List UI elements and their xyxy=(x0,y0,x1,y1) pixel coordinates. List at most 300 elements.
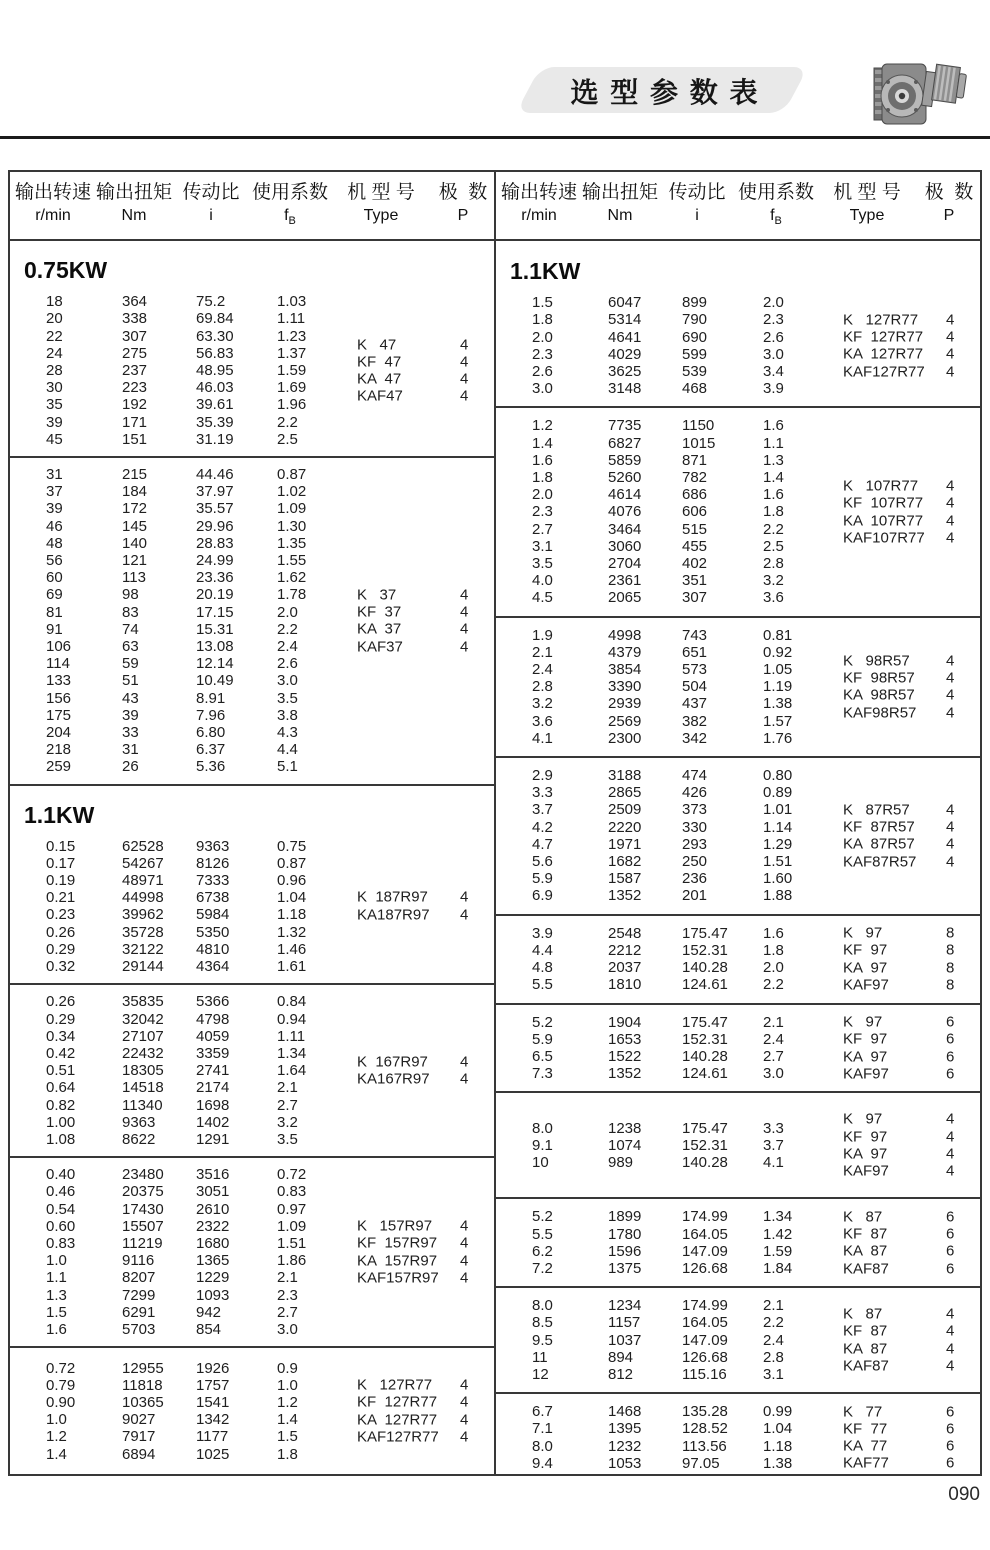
table-row xyxy=(496,555,980,572)
table-header-left xyxy=(10,172,496,239)
torque-cell: 59 xyxy=(122,655,139,673)
torque-cell: 3390 xyxy=(608,678,642,696)
ratio-cell: 686 xyxy=(682,486,708,504)
service-factor-cell: 1.55 xyxy=(277,552,307,570)
torque-cell: 1904 xyxy=(608,1013,642,1031)
torque-cell: 1232 xyxy=(608,1437,642,1455)
speed-cell: 1.9 xyxy=(532,626,553,644)
ratio-cell: 515 xyxy=(682,520,708,538)
speed-cell: 0.26 xyxy=(46,993,76,1011)
type-row xyxy=(843,670,980,687)
service-factor-cell: 0.87 xyxy=(277,854,307,872)
header-label: 使用系数 xyxy=(737,182,814,203)
speed-cell: 2.0 xyxy=(532,486,553,504)
ratio-cell: 7.96 xyxy=(196,706,226,724)
poles-cell: 4 xyxy=(460,906,469,924)
ratio-cell: 1025 xyxy=(196,1445,230,1463)
speed-cell: 2.0 xyxy=(532,328,553,346)
ratio-cell: 46.03 xyxy=(196,379,234,397)
type-model: K 157R97 xyxy=(357,1217,433,1235)
service-factor-cell: 1.01 xyxy=(763,801,793,819)
service-factor-cell: 2.5 xyxy=(277,430,298,448)
type-model: KF 87 xyxy=(843,1322,888,1340)
torque-cell: 1810 xyxy=(608,976,642,994)
service-factor-cell: 1.59 xyxy=(763,1242,793,1260)
torque-cell: 6894 xyxy=(122,1445,156,1463)
table-row xyxy=(496,435,980,452)
type-model: K 97 xyxy=(843,1110,883,1128)
speed-cell: 8.0 xyxy=(532,1437,553,1455)
speed-cell: 1.4 xyxy=(532,434,553,452)
header-cell xyxy=(658,180,736,232)
poles-cell: 4 xyxy=(460,1269,469,1287)
service-factor-cell: 0.9 xyxy=(277,1359,298,1377)
table-row xyxy=(10,872,494,889)
header-cell xyxy=(96,180,172,232)
ratio-cell: 128.52 xyxy=(682,1420,728,1438)
type-row xyxy=(357,1235,494,1252)
type-row xyxy=(843,1357,980,1374)
torque-cell: 1352 xyxy=(608,1065,642,1083)
service-factor-cell: 1.04 xyxy=(277,889,307,907)
ratio-cell: 29.96 xyxy=(196,517,234,535)
ratio-cell: 175.47 xyxy=(682,1119,728,1137)
speed-cell: 7.1 xyxy=(532,1420,553,1438)
type-row xyxy=(357,1071,494,1088)
torque-cell: 1522 xyxy=(608,1047,642,1065)
service-factor-cell: 2.2 xyxy=(277,413,298,431)
ratio-cell: 5.36 xyxy=(196,758,226,776)
section-body xyxy=(496,417,980,606)
type-row xyxy=(357,1411,494,1428)
torque-cell: 3854 xyxy=(608,661,642,679)
header-label: 传动比 xyxy=(182,182,240,203)
poles-cell: 4 xyxy=(946,853,955,871)
service-factor-cell: 1.30 xyxy=(277,517,307,535)
type-row xyxy=(357,586,494,603)
ratio-cell: 35.57 xyxy=(196,500,234,518)
type-row xyxy=(357,638,494,655)
type-model: KF 37 xyxy=(357,603,402,621)
service-factor-cell: 1.11 xyxy=(277,1027,306,1045)
torque-cell: 51 xyxy=(122,672,139,690)
speed-cell: 2.3 xyxy=(532,503,553,521)
speed-cell: 0.23 xyxy=(46,906,76,924)
poles-cell: 6 xyxy=(946,1437,955,1455)
poles-cell: 4 xyxy=(946,328,955,346)
speed-cell: 56 xyxy=(46,552,63,570)
section-body xyxy=(10,1360,494,1463)
speed-cell: 10 xyxy=(532,1153,549,1171)
table-row xyxy=(10,958,494,975)
type-row xyxy=(843,1420,980,1437)
ratio-cell: 651 xyxy=(682,643,708,661)
ratio-cell: 1093 xyxy=(196,1286,230,1304)
torque-cell: 83 xyxy=(122,603,139,621)
ratio-cell: 854 xyxy=(196,1320,222,1338)
type-row xyxy=(843,942,980,959)
type-row xyxy=(843,704,980,721)
torque-cell: 364 xyxy=(122,293,148,311)
ratio-cell: 5350 xyxy=(196,923,230,941)
ratio-cell: 10.49 xyxy=(196,672,234,690)
torque-cell: 151 xyxy=(122,430,148,448)
torque-cell: 338 xyxy=(122,310,148,328)
service-factor-cell: 1.37 xyxy=(277,344,307,362)
ratio-cell: 37.97 xyxy=(196,483,234,501)
type-row xyxy=(357,1218,494,1235)
service-factor-cell: 1.60 xyxy=(763,870,793,888)
torque-cell: 4029 xyxy=(608,345,642,363)
service-factor-cell: 1.51 xyxy=(277,1234,307,1252)
header-label: 极 数 xyxy=(438,182,488,203)
torque-cell: 4614 xyxy=(608,486,642,504)
speed-cell: 39 xyxy=(46,500,63,518)
torque-cell: 35835 xyxy=(122,993,164,1011)
ratio-cell: 1150 xyxy=(682,417,715,435)
poles-cell: 8 xyxy=(946,941,955,959)
type-model: KF 97 xyxy=(843,941,888,959)
table-header xyxy=(10,172,980,241)
torque-cell: 32122 xyxy=(122,940,164,958)
section-body xyxy=(496,1297,980,1383)
poles-cell: 4 xyxy=(460,638,469,656)
service-factor-cell: 2.1 xyxy=(277,1269,298,1287)
speed-cell: 2.1 xyxy=(532,643,553,661)
header-cell xyxy=(582,180,658,232)
table-row xyxy=(496,887,980,904)
type-model: KAF127R77 xyxy=(357,1428,439,1446)
header-label: 极 数 xyxy=(924,182,974,203)
header-unit: Nm xyxy=(121,207,147,224)
type-list xyxy=(843,311,980,380)
speed-cell: 4.8 xyxy=(532,959,553,977)
poles-cell: 4 xyxy=(946,1145,955,1163)
torque-cell: 6047 xyxy=(608,294,642,312)
poles-cell: 4 xyxy=(946,835,955,853)
torque-cell: 18305 xyxy=(122,1062,164,1080)
service-factor-cell: 1.32 xyxy=(277,923,307,941)
poles-cell: 4 xyxy=(946,1322,955,1340)
ratio-cell: 5984 xyxy=(196,906,230,924)
poles-cell: 4 xyxy=(460,1376,469,1394)
speed-cell: 0.17 xyxy=(46,854,76,872)
type-list xyxy=(357,889,494,924)
section-body xyxy=(496,1014,980,1083)
type-model: KA 97 xyxy=(843,959,888,977)
speed-cell: 1.6 xyxy=(46,1320,67,1338)
type-model: KA 98R57 xyxy=(843,686,915,704)
speed-cell: 18 xyxy=(46,293,63,311)
torque-cell: 2865 xyxy=(608,784,642,802)
service-factor-cell: 1.09 xyxy=(277,1217,307,1235)
type-list xyxy=(357,336,494,405)
table-section xyxy=(496,1197,980,1286)
torque-cell: 989 xyxy=(608,1153,634,1171)
torque-cell: 2220 xyxy=(608,818,642,836)
table-row xyxy=(10,924,494,941)
service-factor-cell: 1.02 xyxy=(277,483,307,501)
ratio-cell: 342 xyxy=(682,729,708,747)
ratio-cell: 164.05 xyxy=(682,1314,728,1332)
ratio-cell: 690 xyxy=(682,328,708,346)
table-row xyxy=(10,1097,494,1114)
ratio-cell: 23.36 xyxy=(196,569,234,587)
torque-cell: 1596 xyxy=(608,1242,642,1260)
type-model: KA 127R77 xyxy=(357,1411,438,1429)
header-cell xyxy=(172,180,250,232)
torque-cell: 1238 xyxy=(608,1119,642,1137)
type-row xyxy=(843,1031,980,1048)
poles-cell: 4 xyxy=(460,1428,469,1446)
speed-cell: 39 xyxy=(46,413,63,431)
ratio-cell: 126.68 xyxy=(682,1259,728,1277)
speed-cell: 5.5 xyxy=(532,1225,553,1243)
type-model: KAF127R77 xyxy=(843,363,925,381)
speed-cell: 2.6 xyxy=(532,363,553,380)
service-factor-cell: 1.62 xyxy=(277,569,307,587)
speed-cell: 0.42 xyxy=(46,1044,76,1062)
torque-cell: 3148 xyxy=(608,380,642,398)
speed-cell: 0.82 xyxy=(46,1096,76,1114)
poles-cell: 4 xyxy=(946,477,955,495)
service-factor-cell: 1.1 xyxy=(763,434,784,452)
poles-cell: 6 xyxy=(946,1454,955,1472)
type-list xyxy=(357,1377,494,1446)
type-list xyxy=(843,925,980,994)
ratio-cell: 6738 xyxy=(196,889,230,907)
ratio-cell: 1541 xyxy=(196,1393,230,1411)
torque-cell: 1037 xyxy=(608,1331,642,1349)
poles-cell: 4 xyxy=(946,512,955,530)
poles-cell: 6 xyxy=(946,1065,955,1083)
speed-cell: 4.4 xyxy=(532,941,553,959)
header-rule xyxy=(0,136,990,139)
header-cell xyxy=(330,180,432,232)
service-factor-cell: 1.8 xyxy=(763,503,784,521)
ratio-cell: 468 xyxy=(682,380,708,398)
type-model: KA 47 xyxy=(357,370,402,388)
service-factor-cell: 3.0 xyxy=(763,345,784,363)
table-row xyxy=(10,690,494,707)
table-row xyxy=(10,1011,494,1028)
ratio-cell: 743 xyxy=(682,626,708,644)
table-row xyxy=(10,672,494,689)
torque-cell: 29144 xyxy=(122,958,164,976)
ratio-cell: 4364 xyxy=(196,958,230,976)
ratio-cell: 4810 xyxy=(196,940,230,958)
torque-cell: 48971 xyxy=(122,872,164,890)
speed-cell: 1.5 xyxy=(532,294,553,312)
type-model: KAF47 xyxy=(357,387,403,405)
ratio-cell: 69.84 xyxy=(196,310,234,328)
left-column xyxy=(10,241,496,1474)
ratio-cell: 175.47 xyxy=(682,1013,728,1031)
ratio-cell: 2741 xyxy=(196,1062,230,1080)
table-row xyxy=(10,1360,494,1377)
type-row xyxy=(843,976,980,993)
type-row xyxy=(357,1394,494,1411)
torque-cell: 184 xyxy=(122,483,148,501)
service-factor-cell: 3.9 xyxy=(763,380,784,398)
section-body xyxy=(496,294,980,397)
poles-cell: 4 xyxy=(460,1053,469,1071)
type-model: KF 98R57 xyxy=(843,669,915,687)
type-model: KA 157R97 xyxy=(357,1252,438,1270)
type-list xyxy=(843,1111,980,1180)
table-row xyxy=(10,838,494,855)
ratio-cell: 573 xyxy=(682,661,708,679)
type-list xyxy=(843,1306,980,1375)
torque-cell: 31 xyxy=(122,741,139,759)
speed-cell: 11 xyxy=(532,1348,548,1366)
ratio-cell: 6.37 xyxy=(196,741,226,759)
speed-cell: 5.5 xyxy=(532,976,553,994)
torque-cell: 17430 xyxy=(122,1200,164,1218)
poles-cell: 4 xyxy=(946,669,955,687)
type-row xyxy=(357,1252,494,1269)
poles-cell: 8 xyxy=(946,924,955,942)
table-section xyxy=(496,914,980,1003)
service-factor-cell: 0.80 xyxy=(763,767,793,785)
service-factor-cell: 0.75 xyxy=(277,837,307,855)
speed-cell: 0.51 xyxy=(46,1062,76,1080)
poles-cell: 4 xyxy=(946,818,955,836)
torque-cell: 1587 xyxy=(608,870,642,888)
torque-cell: 1352 xyxy=(608,887,642,905)
speed-cell: 22 xyxy=(46,327,63,345)
service-factor-cell: 0.89 xyxy=(763,784,793,802)
table-section xyxy=(10,456,494,784)
speed-cell: 0.79 xyxy=(46,1376,76,1394)
type-model: KA 97 xyxy=(843,1047,888,1065)
torque-cell: 2704 xyxy=(608,555,642,573)
type-model: KA 127R77 xyxy=(843,345,924,363)
ratio-cell: 140.28 xyxy=(682,1153,728,1171)
torque-cell: 7917 xyxy=(122,1428,156,1446)
service-factor-cell: 1.18 xyxy=(277,906,307,924)
poles-cell: 4 xyxy=(460,889,469,907)
torque-cell: 1234 xyxy=(608,1297,642,1315)
header-cell xyxy=(10,180,96,232)
torque-cell: 4076 xyxy=(608,503,642,521)
speed-cell: 0.64 xyxy=(46,1079,76,1097)
service-factor-cell: 2.1 xyxy=(763,1297,784,1315)
ratio-cell: 126.68 xyxy=(682,1348,728,1366)
torque-cell: 113 xyxy=(122,569,146,587)
table-row xyxy=(10,414,494,431)
service-factor-cell: 2.7 xyxy=(277,1303,298,1321)
speed-cell: 1.1 xyxy=(46,1269,67,1287)
torque-cell: 2300 xyxy=(608,729,642,747)
table-row xyxy=(10,993,494,1010)
type-row xyxy=(843,1111,980,1128)
type-row xyxy=(843,1340,980,1357)
type-list xyxy=(357,1053,494,1088)
torque-cell: 63 xyxy=(122,638,139,656)
service-factor-cell: 1.42 xyxy=(763,1225,793,1243)
poles-cell: 6 xyxy=(946,1208,955,1226)
speed-cell: 1.0 xyxy=(46,1411,67,1429)
service-factor-cell: 1.96 xyxy=(277,396,307,414)
poles-cell: 4 xyxy=(460,353,469,371)
type-row xyxy=(843,346,980,363)
service-factor-cell: 3.3 xyxy=(763,1119,784,1137)
service-factor-cell: 2.3 xyxy=(763,311,784,329)
service-factor-cell: 1.51 xyxy=(763,853,793,871)
type-row xyxy=(843,925,980,942)
table-row xyxy=(10,941,494,958)
speed-cell: 0.15 xyxy=(46,837,76,855)
type-model: KF 97 xyxy=(843,1128,888,1145)
speed-cell: 35 xyxy=(46,396,63,414)
torque-cell: 1780 xyxy=(608,1225,642,1243)
table-row xyxy=(496,417,980,434)
table-row xyxy=(10,500,494,517)
service-factor-cell: 2.1 xyxy=(763,1013,784,1031)
poles-cell: 4 xyxy=(946,345,955,363)
service-factor-cell: 3.5 xyxy=(277,1130,298,1148)
speed-cell: 259 xyxy=(46,758,72,776)
service-factor-cell: 0.87 xyxy=(277,466,307,484)
service-factor-cell: 3.1 xyxy=(763,1365,784,1383)
service-factor-cell: 0.81 xyxy=(763,626,793,644)
ratio-cell: 35.39 xyxy=(196,413,234,431)
type-list xyxy=(843,1013,980,1082)
ratio-cell: 97.05 xyxy=(682,1454,720,1472)
ratio-cell: 8126 xyxy=(196,854,230,872)
type-list xyxy=(843,652,980,721)
service-factor-cell: 2.4 xyxy=(763,1030,784,1048)
torque-cell: 275 xyxy=(122,344,148,362)
header-label: 输出转速 xyxy=(14,182,91,203)
table-row xyxy=(10,1446,494,1463)
speed-cell: 6.9 xyxy=(532,887,553,905)
type-model: KF 87R57 xyxy=(843,818,915,836)
poles-cell: 4 xyxy=(460,370,469,388)
speed-cell: 2.3 xyxy=(532,345,553,363)
type-model: K 98R57 xyxy=(843,652,910,670)
speed-cell: 1.8 xyxy=(532,469,553,487)
ratio-cell: 1698 xyxy=(196,1096,230,1114)
speed-cell: 4.5 xyxy=(532,589,553,607)
type-model: KAF97 xyxy=(843,976,889,994)
section-body xyxy=(496,1403,980,1472)
service-factor-cell: 1.64 xyxy=(277,1062,307,1080)
service-factor-cell: 2.0 xyxy=(277,603,298,621)
section-body xyxy=(496,767,980,905)
speed-cell: 1.6 xyxy=(532,451,553,469)
speed-cell: 6.5 xyxy=(532,1047,553,1065)
ratio-cell: 307 xyxy=(682,589,708,607)
power-heading: 0.75KW xyxy=(24,257,108,284)
speed-cell: 91 xyxy=(46,620,63,638)
type-model: K 87 xyxy=(843,1208,883,1226)
speed-cell: 0.34 xyxy=(46,1027,76,1045)
speed-cell: 3.0 xyxy=(532,380,553,398)
header-cell xyxy=(918,180,980,232)
table-row xyxy=(496,730,980,747)
torque-cell: 35728 xyxy=(122,923,164,941)
service-factor-cell: 3.2 xyxy=(763,572,784,590)
ratio-cell: 28.83 xyxy=(196,534,234,552)
type-model: K 167R97 xyxy=(357,1053,428,1071)
table-row xyxy=(496,572,980,589)
header-unit-sub: B xyxy=(774,215,782,228)
section-body xyxy=(10,466,494,776)
torque-cell: 11340 xyxy=(122,1096,163,1114)
torque-cell: 8622 xyxy=(122,1130,156,1148)
